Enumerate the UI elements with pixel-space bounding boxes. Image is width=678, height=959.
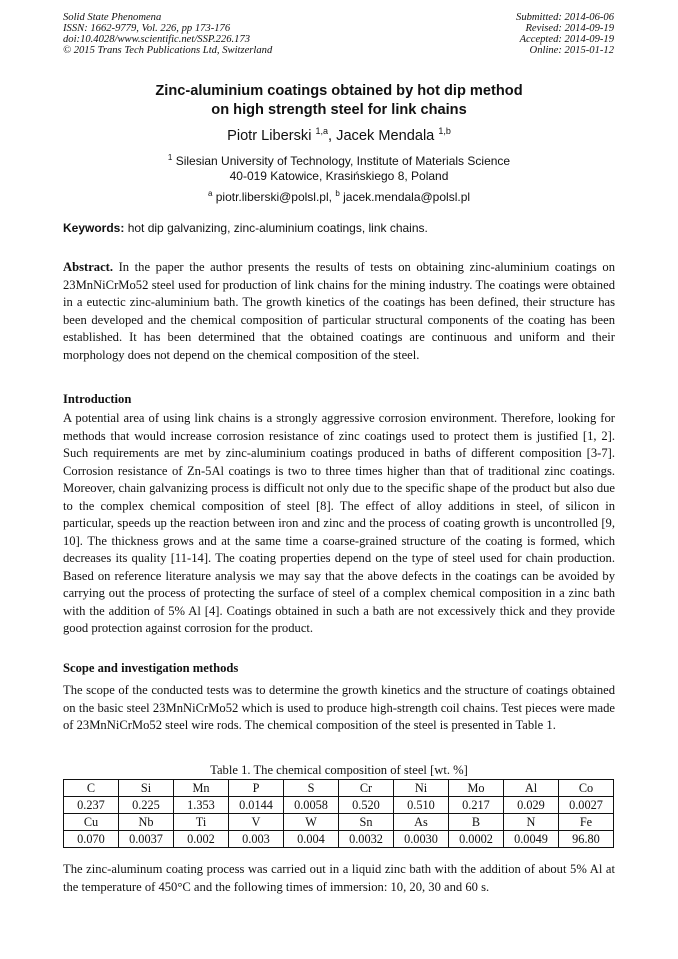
table-row xyxy=(64,814,614,831)
table-cell: 0.0058 xyxy=(284,797,339,814)
journal-doi: doi:10.4028/www.scientific.net/SSP.226.173 xyxy=(63,34,251,45)
author-list xyxy=(0,122,678,145)
author-separator: , xyxy=(328,128,337,144)
date-online: Online: 2015-01-12 xyxy=(529,45,614,56)
table-cell: Ni xyxy=(394,780,449,797)
email-mark-a: a xyxy=(207,189,213,198)
table-cell: 0.004 xyxy=(284,831,339,848)
table-cell: V xyxy=(229,814,284,831)
table-cell: C xyxy=(64,780,119,797)
scope-heading: Scope and investigation methods xyxy=(63,661,239,675)
email-mark-b: b xyxy=(335,189,340,198)
table-cell: 0.029 xyxy=(504,797,559,814)
author-2-affiliation-mark: 1,b xyxy=(438,126,451,136)
date-revised: Revised: 2014-09-19 xyxy=(525,23,614,34)
date-accepted: Accepted: 2014-09-19 xyxy=(519,34,614,45)
table-cell: Cr xyxy=(339,780,394,797)
table-cell: B xyxy=(449,814,504,831)
journal-issn: ISSN: 1662-9779, Vol. 226, pp 173-176 xyxy=(63,23,231,34)
table-cell: 0.003 xyxy=(229,831,284,848)
abstract-label: Abstract. xyxy=(63,260,114,274)
table-cell: 0.002 xyxy=(174,831,229,848)
abstract xyxy=(63,259,615,364)
author-1-affiliation-mark: 1,a xyxy=(315,126,329,136)
closing-paragraph: The zinc-aluminum coating process was carried out in a liquid zinc bath with the addition of about 5% Al at the temperature of 450°C and the following times of immersion: 10, 20, 30 and 60 s. xyxy=(63,862,615,894)
table-cell: Cu xyxy=(64,814,119,831)
title-line-1: Zinc-aluminium coatings obtained by hot dip method xyxy=(155,83,523,99)
table-cell: S xyxy=(284,780,339,797)
journal-info xyxy=(63,12,272,56)
table-cell: 0.0032 xyxy=(339,831,394,848)
author-emails xyxy=(0,186,678,205)
table-cell: 1.353 xyxy=(174,797,229,814)
table-cell: 0.0002 xyxy=(449,831,504,848)
date-submitted: Submitted: 2014-06-06 xyxy=(516,12,614,23)
title-line-2: on high strength steel for link chains xyxy=(211,102,467,118)
table-cell: Al xyxy=(504,780,559,797)
table-cell: Mn xyxy=(174,780,229,797)
table-cell: Nb xyxy=(119,814,174,831)
table-cell: 0.510 xyxy=(394,797,449,814)
paper-title xyxy=(0,82,678,120)
email-author-2: jacek.mendala@polsl.pl xyxy=(343,190,471,204)
table-cell: Ti xyxy=(174,814,229,831)
table-caption: Table 1. The chemical composition of steel [wt. %] xyxy=(210,763,468,777)
table-cell: 96.80 xyxy=(559,831,614,848)
table-cell: 0.0030 xyxy=(394,831,449,848)
table-row xyxy=(64,797,614,814)
table-cell: 0.070 xyxy=(64,831,119,848)
email-author-1: piotr.liberski@polsl.pl, xyxy=(215,190,332,204)
publication-dates xyxy=(516,12,614,56)
table-cell: 0.0037 xyxy=(119,831,174,848)
chemical-composition-table xyxy=(63,779,614,848)
introduction-heading: Introduction xyxy=(63,392,132,406)
table-cell: W xyxy=(284,814,339,831)
table-cell: 0.225 xyxy=(119,797,174,814)
table-cell: As xyxy=(394,814,449,831)
keywords xyxy=(63,221,428,236)
affiliation-line-1: Silesian University of Technology, Institute of Materials Science xyxy=(175,154,511,168)
scope-text: The scope of the conducted tests was to determine the growth kinetics and the structure of coatings obtained on the basic steel 23MnNiCrMo52 which is used to produce high-strength coil chains. Test pieces were made of 23MnNiCrMo52 steel wire rods. The chemical composition of the steel is presented in Table 1. xyxy=(63,683,615,732)
affiliation xyxy=(0,150,678,184)
table-cell: Si xyxy=(119,780,174,797)
abstract-text: In the paper the author presents the results of tests on obtaining zinc-aluminium coatings on 23MnNiCrMo52 steel used for production of link chains for the mining industry. The coatings were obtained in a eutectic zinc-aluminium bath. The growth kinetics of the coatings has been defined, their structure has been developed and the chemical composition of particular structural components of the coating has been established. It has been determined that the obtained coatings are continuous and uniform and their morphology does not depend on the chemical composition of the steel. xyxy=(63,260,616,362)
journal-copyright: © 2015 Trans Tech Publications Ltd, Switzerland xyxy=(63,45,273,56)
introduction-text: A potential area of using link chains is a strongly aggressive corrosion environment. Therefore, looking for methods that would increase corrosion resistance of zinc coatings used to protect them is justified [1, 2]. Such requirements are met by zinc-aluminium coatings produced in baths of different composition [3-7]. Corrosion resistance of Zn-5Al coatings is two to three times higher than that of traditional zinc coatings. Moreover, chain galvanizing process is difficult not only due to the specific shape of the product but also due to the complex chemical composition of steel [8]. The effect of alloy additions in steel, of silicon in particular, speeds up the reaction between iron and zinc and the process of coating growth is uncontrolled [9, 10]. The thickness grows and at the same time a coarse-grained structure of the coating is formed, which decreases its quality [11-14]. The coating properties depend on the type of steel used for chain production. Based on reference literature analysis we may say that the above defects in the coatings can be avoided by carrying out the process of protecting the surface of steel of a complex chemical composition in a zinc bath with the addition of 5% Al [4]. Coatings obtained in such a bath are not excessively thick and they provide good protection against corrosion for the product. xyxy=(63,411,615,635)
table-cell: P xyxy=(229,780,284,797)
keywords-text: hot dip galvanizing, zinc-aluminium coatings, link chains. xyxy=(127,221,428,235)
table-cell: 0.0049 xyxy=(504,831,559,848)
table-cell: Fe xyxy=(559,814,614,831)
affiliation-line-2: 40-019 Katowice, Krasińskiego 8, Poland xyxy=(229,169,449,183)
journal-name: Solid State Phenomena xyxy=(63,12,162,23)
table-row xyxy=(64,831,614,848)
table-cell: 0.217 xyxy=(449,797,504,814)
author-1-name: Piotr Liberski xyxy=(227,128,312,144)
table-cell: Sn xyxy=(339,814,394,831)
table-cell: Mo xyxy=(449,780,504,797)
table-cell: 0.520 xyxy=(339,797,394,814)
author-2-name: Jacek Mendala xyxy=(336,128,435,144)
table-cell: 0.0027 xyxy=(559,797,614,814)
table-row xyxy=(64,780,614,797)
affiliation-mark: 1 xyxy=(167,153,173,162)
table-cell: 0.0144 xyxy=(229,797,284,814)
table-cell: 0.237 xyxy=(64,797,119,814)
keywords-label: Keywords: xyxy=(63,221,125,235)
table-cell: N xyxy=(504,814,559,831)
table-cell: Co xyxy=(559,780,614,797)
